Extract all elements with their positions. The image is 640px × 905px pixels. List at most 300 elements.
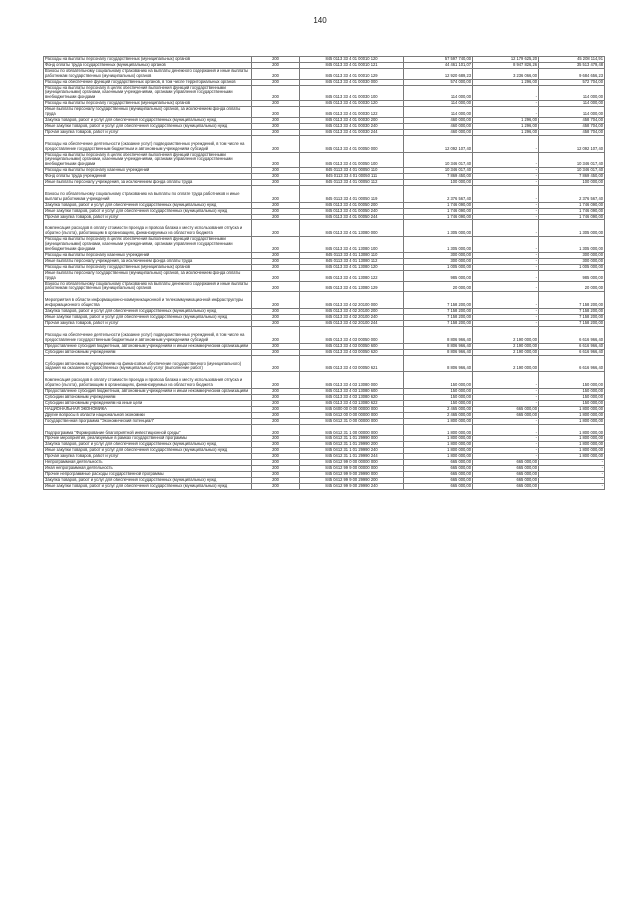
- budget-classification-code: 845 0113 33 4 01 00050 119: [300, 185, 404, 202]
- budget-classification-code: 845 0113 33 4 01 00050 240: [300, 208, 404, 214]
- table-body: [44, 57, 605, 490]
- budget-classification-code: 845 0113 33 4 01 00010 129: [300, 68, 404, 79]
- executed-amount: -: [473, 135, 539, 152]
- unexecuted-amount: -: [539, 477, 605, 483]
- executed-amount: -: [473, 442, 539, 448]
- budget-classification-code: 845 0113 33 4 02 20100 200: [300, 309, 404, 315]
- executed-amount: -: [473, 389, 539, 395]
- line-code: 200: [252, 237, 300, 253]
- line-item-name: Прочие непрограммные расходы государственной программы: [44, 471, 252, 477]
- executed-amount: -: [473, 454, 539, 460]
- budget-classification-code: 845 0113 33 4 01 00030 122: [300, 107, 404, 118]
- line-item-name: Расходы на выплаты персоналу государственных (муниципальных) органов: [44, 264, 252, 270]
- executed-amount: -: [473, 202, 539, 208]
- executed-amount: 3 236 066,00: [473, 68, 539, 79]
- budget-classification-code: 845 0113 33 4 03 00050 000: [300, 326, 404, 343]
- approved-amount: 8 806 966,40: [404, 326, 473, 343]
- line-item-name: Фонд оплаты труда государственных (муниципальных) органов: [44, 62, 252, 68]
- budget-classification-code: 845 0113 33 4 01 13080 112: [300, 258, 404, 264]
- line-code: 200: [252, 62, 300, 68]
- executed-amount: -: [473, 281, 539, 292]
- budget-classification-code: 845 0113 33 4 03 00050 600: [300, 343, 404, 349]
- budget-classification-code: 845 0113 33 4 01 00030 000: [300, 79, 404, 85]
- line-item-name: Прочие мероприятия, реализуемые в рамках государственной программы: [44, 436, 252, 442]
- unexecuted-amount: 7 158 200,00: [539, 292, 605, 309]
- line-item-name: Иные выплаты персоналу государственных (муниципальных) органов, за исключением фонда оплаты труда: [44, 270, 252, 281]
- approved-amount: 1 305 000,00: [404, 237, 473, 253]
- executed-amount: -: [473, 185, 539, 202]
- line-code: 200: [252, 406, 300, 412]
- unexecuted-amount: -: [539, 460, 605, 466]
- budget-classification-code: 845 0113 33 4 01 00030 100: [300, 85, 404, 101]
- approved-amount: 300 000,00: [404, 253, 473, 259]
- executed-amount: -: [473, 152, 539, 168]
- line-item-name: Мероприятия в области информационно-коммуникационной и телекоммуникационной инфраструктуры информационного общества: [44, 292, 252, 309]
- executed-amount: -: [473, 372, 539, 389]
- approved-amount: 1 005 000,00: [404, 264, 473, 270]
- unexecuted-amount: 114 000,00: [539, 101, 605, 107]
- approved-amount: 460 000,00: [404, 123, 473, 129]
- approved-amount: 114 000,00: [404, 101, 473, 107]
- approved-amount: 1 746 090,00: [404, 208, 473, 214]
- line-code: 200: [252, 270, 300, 281]
- approved-amount: 57 597 740,00: [404, 57, 473, 63]
- unexecuted-amount: 150 000,00: [539, 400, 605, 406]
- approved-amount: 2 465 000,00: [404, 406, 473, 412]
- budget-classification-code: 845 0113 33 4 01 00050 200: [300, 202, 404, 208]
- executed-amount: 12 179 625,20: [473, 57, 539, 63]
- approved-amount: 7 158 200,00: [404, 309, 473, 315]
- line-code: 200: [252, 152, 300, 168]
- executed-amount: -: [473, 270, 539, 281]
- table-row: [44, 220, 605, 237]
- unexecuted-amount: 1 800 000,00: [539, 412, 605, 418]
- table-row: [44, 292, 605, 309]
- budget-classification-code: 845 0113 33 4 01 00030 120: [300, 101, 404, 107]
- budget-classification-code: 845 0113 33 4 01 00050 110: [300, 168, 404, 174]
- unexecuted-amount: 1 800 000,00: [539, 424, 605, 436]
- table-row: [44, 152, 605, 168]
- approved-amount: 665 000,00: [404, 471, 473, 477]
- line-item-name: Иные закупки товаров, работ и услуг для обеспечения государственных (муниципальных) нужд: [44, 123, 252, 129]
- unexecuted-amount: 10 346 017,40: [539, 152, 605, 168]
- executed-amount: 2 190 000,00: [473, 343, 539, 349]
- approved-amount: 10 346 017,40: [404, 168, 473, 174]
- budget-classification-code: 845 0412 99 0 00 00000 000: [300, 460, 404, 466]
- line-item-name: Иная непрограммная деятельность: [44, 466, 252, 472]
- unexecuted-amount: -: [539, 466, 605, 472]
- unexecuted-amount: 300 000,00: [539, 253, 605, 259]
- table-row: [44, 326, 605, 343]
- approved-amount: 7 158 200,00: [404, 315, 473, 321]
- unexecuted-amount: 1 800 000,00: [539, 436, 605, 442]
- approved-amount: 460 000,00: [404, 129, 473, 135]
- budget-classification-code: 845 0113 33 4 01 00050 000: [300, 135, 404, 152]
- approved-amount: 1 746 090,00: [404, 202, 473, 208]
- unexecuted-amount: 985 000,00: [539, 270, 605, 281]
- line-code: 200: [252, 442, 300, 448]
- line-item-name: Расходы на выплаты персоналу казенных учреждений: [44, 253, 252, 259]
- unexecuted-amount: 1 800 000,00: [539, 442, 605, 448]
- budget-classification-code: 845 0113 33 4 01 00030 200: [300, 117, 404, 123]
- approved-amount: 20 000,00: [404, 281, 473, 292]
- budget-classification-code: 845 0113 33 4 01 13080 122: [300, 270, 404, 281]
- executed-amount: -: [473, 264, 539, 270]
- line-code: 200: [252, 208, 300, 214]
- executed-amount: 2 190 000,00: [473, 355, 539, 372]
- line-item-name: Субсидии автономным учреждениям на финансовое обеспечение государственного (муниципального) задания на оказание государственных (муниципальных) услуг (выполнение работ): [44, 355, 252, 372]
- table-row: [44, 372, 605, 389]
- executed-amount: -: [473, 292, 539, 309]
- executed-amount: 1 296,00: [473, 79, 539, 85]
- line-item-name: Расходы на выплаты персоналу государственных (муниципальных) органов: [44, 57, 252, 63]
- table-row: [44, 85, 605, 101]
- budget-classification-code: 845 0113 33 4 03 00050 620: [300, 349, 404, 355]
- executed-amount: 665 000,00: [473, 483, 539, 489]
- line-code: 200: [252, 424, 300, 436]
- budget-classification-code: 845 0412 31 1 01 29990 244: [300, 454, 404, 460]
- table-row: [44, 281, 605, 292]
- budget-classification-code: 845 0412 99 9 00 00000 000: [300, 466, 404, 472]
- unexecuted-amount: 6 616 966,40: [539, 355, 605, 372]
- budget-table: [43, 56, 605, 490]
- budget-classification-code: 845 0113 33 4 01 00030 240: [300, 123, 404, 129]
- budget-classification-code: 845 0113 33 4 01 00030 244: [300, 129, 404, 135]
- executed-amount: 665 000,00: [473, 466, 539, 472]
- unexecuted-amount: 458 704,00: [539, 123, 605, 129]
- line-item-name: Субсидии автономным учреждениям на иные цели: [44, 400, 252, 406]
- line-item-name: НАЦИОНАЛЬНАЯ ЭКОНОМИКА: [44, 406, 252, 412]
- line-item-name: Расходы на выплаты персоналу в целях обеспечения выполнения функций государственными (муниципальными) органами, казенными учреждениями, органами управления государственными внебюджетными фондами: [44, 152, 252, 168]
- line-item-name: Взносы по обязательному социальному страхованию на выплаты по оплате труда работников и иные выплаты работникам учреждений: [44, 185, 252, 202]
- line-code: 200: [252, 343, 300, 349]
- line-code: 200: [252, 349, 300, 355]
- line-item-name: Компенсация расходов в оплату стоимости проезда и провоза багажа к месту использования отпуска и обратно (льгота), работающим в организациях, финансируемых из областного бюджета: [44, 220, 252, 237]
- line-code: 200: [252, 258, 300, 264]
- approved-amount: 44 461 101,07: [404, 62, 473, 68]
- executed-amount: -: [473, 395, 539, 401]
- unexecuted-amount: 1 800 000,00: [539, 448, 605, 454]
- unexecuted-amount: 6 616 966,40: [539, 326, 605, 343]
- budget-classification-code: 845 0113 33 4 01 00050 244: [300, 214, 404, 220]
- table-row: [44, 483, 605, 489]
- executed-amount: -: [473, 85, 539, 101]
- budget-classification-code: 845 0412 99 9 00 29990 240: [300, 483, 404, 489]
- line-item-name: Компенсация расходов в оплату стоимости проезда и провоза багажа к месту использования отпуска и обратно (льгота), работающим в организациях, финансируемых из областного бюджета: [44, 372, 252, 389]
- line-code: 200: [252, 326, 300, 343]
- budget-classification-code: 845 0113 33 4 01 00010 121: [300, 62, 404, 68]
- line-item-name: Взносы по обязательному социальному страхованию на выплаты денежного содержания и иные выплаты работникам государственных (муниципальных) органов: [44, 68, 252, 79]
- budget-classification-code: 845 0113 33 4 02 20100 244: [300, 320, 404, 326]
- approved-amount: 10 346 017,40: [404, 152, 473, 168]
- line-code: 200: [252, 418, 300, 424]
- line-code: 200: [252, 123, 300, 129]
- unexecuted-amount: 10 346 017,40: [539, 168, 605, 174]
- line-code: 200: [252, 477, 300, 483]
- budget-classification-code: 845 0412 31 1 01 29990 000: [300, 436, 404, 442]
- executed-amount: -: [473, 208, 539, 214]
- executed-amount: 1 296,00: [473, 117, 539, 123]
- budget-classification-code: 845 0412 31 1 01 29990 240: [300, 448, 404, 454]
- approved-amount: 1 800 000,00: [404, 436, 473, 442]
- unexecuted-amount: 300 000,00: [539, 258, 605, 264]
- executed-amount: 8 947 826,26: [473, 62, 539, 68]
- approved-amount: 7 869 450,00: [404, 174, 473, 180]
- line-item-name: Взносы по обязательному социальному страхованию на выплаты денежного содержания и иные выплаты работникам государственных (муниципальных) органов: [44, 281, 252, 292]
- line-item-name: Иные выплаты персоналу учреждений, за исключением фонда оплаты труда: [44, 180, 252, 186]
- unexecuted-amount: 35 513 479,48: [539, 62, 605, 68]
- unexecuted-amount: 6 616 966,40: [539, 343, 605, 349]
- line-code: 200: [252, 174, 300, 180]
- executed-amount: -: [473, 174, 539, 180]
- line-item-name: Иные закупки товаров, работ и услуг для обеспечения государственных (муниципальных) нужд: [44, 315, 252, 321]
- executed-amount: -: [473, 418, 539, 424]
- executed-amount: -: [473, 253, 539, 259]
- unexecuted-amount: 458 704,00: [539, 129, 605, 135]
- approved-amount: 1 746 090,00: [404, 214, 473, 220]
- line-code: 200: [252, 372, 300, 389]
- line-item-name: Расходы на обеспечение деятельности (оказание услуг) подведомственных учреждений, в том числе на предоставление государственным бюджетным и автономным учреждениям субсидий: [44, 135, 252, 152]
- line-code: 200: [252, 460, 300, 466]
- line-code: 200: [252, 466, 300, 472]
- approved-amount: 985 000,00: [404, 270, 473, 281]
- table-row: [44, 185, 605, 202]
- executed-amount: 665 000,00: [473, 406, 539, 412]
- unexecuted-amount: 1 800 000,00: [539, 454, 605, 460]
- unexecuted-amount: 7 158 200,00: [539, 309, 605, 315]
- executed-amount: 665 000,00: [473, 460, 539, 466]
- unexecuted-amount: 150 000,00: [539, 372, 605, 389]
- approved-amount: 1 305 000,00: [404, 220, 473, 237]
- line-code: 200: [252, 68, 300, 79]
- budget-classification-code: 845 0113 33 4 01 00050 112: [300, 180, 404, 186]
- budget-classification-code: 845 0113 33 4 01 00010 120: [300, 57, 404, 63]
- line-item-name: Расходы на обеспечение деятельности (оказание услуг) подведомственных учреждений, в том числе на предоставление государственным бюджетным и автономным учреждениям субсидий: [44, 326, 252, 343]
- line-item-name: Закупка товаров, работ и услуг для обеспечения государственных (муниципальных) нужд: [44, 202, 252, 208]
- approved-amount: 1 800 000,00: [404, 448, 473, 454]
- approved-amount: 150 000,00: [404, 400, 473, 406]
- executed-amount: 1 296,00: [473, 129, 539, 135]
- table-row: [44, 107, 605, 118]
- line-item-name: Закупка товаров, работ и услуг для обеспечения государственных (муниципальных) нужд: [44, 309, 252, 315]
- unexecuted-amount: 6 616 966,40: [539, 349, 605, 355]
- approved-amount: 7 158 200,00: [404, 320, 473, 326]
- line-code: 200: [252, 129, 300, 135]
- unexecuted-amount: 7 869 450,00: [539, 174, 605, 180]
- line-code: 200: [252, 117, 300, 123]
- line-code: 200: [252, 79, 300, 85]
- line-item-name: Прочая закупка товаров, работ и услуг: [44, 454, 252, 460]
- line-code: 200: [252, 483, 300, 489]
- line-code: 200: [252, 320, 300, 326]
- approved-amount: 2 465 000,00: [404, 412, 473, 418]
- line-code: 200: [252, 253, 300, 259]
- line-code: 200: [252, 389, 300, 395]
- budget-classification-code: 845 0400 00 0 00 00000 000: [300, 406, 404, 412]
- budget-classification-code: 845 0113 33 4 02 20100 240: [300, 315, 404, 321]
- budget-classification-code: 845 0113 33 4 01 13080 100: [300, 237, 404, 253]
- budget-classification-code: 845 0412 99 9 00 29990 200: [300, 477, 404, 483]
- approved-amount: 574 000,00: [404, 79, 473, 85]
- approved-amount: 7 158 200,00: [404, 292, 473, 309]
- line-code: 200: [252, 292, 300, 309]
- line-item-name: Иные закупки товаров, работ и услуг для обеспечения государственных (муниципальных) нужд: [44, 483, 252, 489]
- line-item-name: Субсидии автономным учреждениям: [44, 395, 252, 401]
- page-number: 140: [313, 16, 327, 25]
- executed-amount: -: [473, 101, 539, 107]
- budget-classification-code: 845 0113 33 4 03 13080 620: [300, 395, 404, 401]
- line-code: 200: [252, 168, 300, 174]
- line-code: 200: [252, 107, 300, 118]
- line-code: 200: [252, 57, 300, 63]
- budget-classification-code: 845 0113 33 4 03 13080 600: [300, 389, 404, 395]
- line-item-name: Фонд оплаты труда учреждений: [44, 174, 252, 180]
- line-item-name: Другие вопросы в области национальной экономики: [44, 412, 252, 418]
- unexecuted-amount: 2 376 567,40: [539, 185, 605, 202]
- executed-amount: 665 000,00: [473, 412, 539, 418]
- approved-amount: 665 000,00: [404, 466, 473, 472]
- budget-classification-code: 845 0412 31 1 00 00000 000: [300, 424, 404, 436]
- line-code: 200: [252, 454, 300, 460]
- executed-amount: -: [473, 448, 539, 454]
- unexecuted-amount: 150 000,00: [539, 395, 605, 401]
- line-code: 200: [252, 180, 300, 186]
- line-item-name: Непрограммная деятельность: [44, 460, 252, 466]
- line-item-name: Предоставление субсидий бюджетным, автономным учреждениям и иным некоммерческим организациям: [44, 389, 252, 395]
- line-code: 200: [252, 400, 300, 406]
- unexecuted-amount: 7 158 200,00: [539, 315, 605, 321]
- approved-amount: 1 800 000,00: [404, 442, 473, 448]
- budget-classification-code: 845 0113 33 4 02 20100 000: [300, 292, 404, 309]
- line-code: 200: [252, 471, 300, 477]
- unexecuted-amount: 114 000,00: [539, 85, 605, 101]
- approved-amount: 8 806 966,40: [404, 349, 473, 355]
- approved-amount: 460 000,00: [404, 117, 473, 123]
- unexecuted-amount: 7 158 200,00: [539, 320, 605, 326]
- line-code: 200: [252, 85, 300, 101]
- line-code: 200: [252, 395, 300, 401]
- approved-amount: 1 800 000,00: [404, 418, 473, 424]
- budget-classification-code: 845 0412 31 0 00 00000 000: [300, 418, 404, 424]
- line-item-name: Иные выплаты персоналу учреждений, за исключением фонда оплаты труда: [44, 258, 252, 264]
- line-item-name: Расходы на выплаты персоналу в целях обеспечения выполнения функций государственными (муниципальными) органами, казенными учреждениями, органами управления государственными внебюджетными фондами: [44, 85, 252, 101]
- line-item-name: Подпрограмма "Формирование благоприятной инвестиционной среды": [44, 424, 252, 436]
- unexecuted-amount: 20 000,00: [539, 281, 605, 292]
- unexecuted-amount: -: [539, 483, 605, 489]
- approved-amount: 114 000,00: [404, 85, 473, 101]
- approved-amount: 12 920 689,23: [404, 68, 473, 79]
- line-code: 200: [252, 412, 300, 418]
- executed-amount: -: [473, 309, 539, 315]
- line-code: 200: [252, 101, 300, 107]
- approved-amount: 150 000,00: [404, 372, 473, 389]
- budget-classification-code: 845 0113 33 4 01 13080 129: [300, 281, 404, 292]
- approved-amount: 150 000,00: [404, 395, 473, 401]
- line-item-name: Прочая закупка товаров, работ и услуг: [44, 214, 252, 220]
- line-item-name: Расходы на выплаты персоналу в целях обеспечения выполнения функций государственными (муниципальными) органами, казенными учреждениями, органами управления государственными внебюджетными фондами: [44, 237, 252, 253]
- line-item-name: Предоставление субсидий бюджетным, автономным учреждениям и иным некоммерческим организациям: [44, 343, 252, 349]
- line-item-name: Иные закупки товаров, работ и услуг для обеспечения государственных (муниципальных) нужд: [44, 448, 252, 454]
- executed-amount: -: [473, 424, 539, 436]
- line-code: 200: [252, 135, 300, 152]
- approved-amount: 8 806 966,40: [404, 343, 473, 349]
- unexecuted-amount: 1 305 000,00: [539, 220, 605, 237]
- line-item-name: Иные закупки товаров, работ и услуг для обеспечения государственных (муниципальных) нужд: [44, 208, 252, 214]
- approved-amount: 300 000,00: [404, 258, 473, 264]
- line-code: 200: [252, 202, 300, 208]
- approved-amount: 665 000,00: [404, 483, 473, 489]
- budget-classification-code: 845 0113 33 4 01 00050 111: [300, 174, 404, 180]
- approved-amount: 1 800 000,00: [404, 424, 473, 436]
- unexecuted-amount: 572 704,00: [539, 79, 605, 85]
- executed-amount: -: [473, 237, 539, 253]
- approved-amount: 1 800 000,00: [404, 454, 473, 460]
- executed-amount: -: [473, 220, 539, 237]
- line-code: 200: [252, 355, 300, 372]
- approved-amount: 100 000,00: [404, 180, 473, 186]
- table-row: [44, 355, 605, 372]
- line-item-name: Расходы на выплаты персоналу государственных (муниципальных) органов: [44, 101, 252, 107]
- approved-amount: 2 376 567,40: [404, 185, 473, 202]
- line-item-name: Расходы на выплаты персоналу казенных учреждений: [44, 168, 252, 174]
- line-item-name: Расходы на обеспечение функций государственных органов, в том числе территориальных органов: [44, 79, 252, 85]
- budget-classification-code: 845 0113 33 4 01 13080 120: [300, 264, 404, 270]
- table-row: [44, 270, 605, 281]
- line-code: 200: [252, 264, 300, 270]
- unexecuted-amount: 1 800 000,00: [539, 406, 605, 412]
- budget-classification-code: 845 0412 00 0 00 00000 000: [300, 412, 404, 418]
- unexecuted-amount: 1 746 090,00: [539, 202, 605, 208]
- line-item-name: Иные выплаты персоналу государственных (муниципальных) органов, за исключением фонда оплаты труда: [44, 107, 252, 118]
- executed-amount: -: [473, 214, 539, 220]
- table-row: [44, 237, 605, 253]
- executed-amount: -: [473, 400, 539, 406]
- unexecuted-amount: 1 305 000,00: [539, 237, 605, 253]
- approved-amount: 114 000,00: [404, 107, 473, 118]
- budget-classification-code: 845 0412 99 9 00 29990 000: [300, 471, 404, 477]
- executed-amount: -: [473, 436, 539, 442]
- budget-classification-code: 845 0113 33 4 03 13080 000: [300, 372, 404, 389]
- approved-amount: 665 000,00: [404, 477, 473, 483]
- unexecuted-amount: 458 704,00: [539, 117, 605, 123]
- budget-classification-code: 845 0113 33 4 03 13080 622: [300, 400, 404, 406]
- line-item-name: Прочая закупка товаров, работ и услуг: [44, 129, 252, 135]
- approved-amount: 12 092 107,40: [404, 135, 473, 152]
- line-code: 200: [252, 220, 300, 237]
- unexecuted-amount: 9 684 656,23: [539, 68, 605, 79]
- table-row: [44, 135, 605, 152]
- executed-amount: 2 190 000,00: [473, 349, 539, 355]
- table-row: [44, 424, 605, 436]
- budget-classification-code: 845 0113 33 4 01 13080 110: [300, 253, 404, 259]
- line-code: 200: [252, 436, 300, 442]
- executed-amount: -: [473, 258, 539, 264]
- executed-amount: -: [473, 315, 539, 321]
- unexecuted-amount: 150 000,00: [539, 389, 605, 395]
- line-item-name: Прочая закупка товаров, работ и услуг: [44, 320, 252, 326]
- line-code: 200: [252, 281, 300, 292]
- executed-amount: 665 000,00: [473, 477, 539, 483]
- line-item-name: Субсидии автономным учреждениям: [44, 349, 252, 355]
- executed-amount: 665 000,00: [473, 471, 539, 477]
- approved-amount: 150 000,00: [404, 389, 473, 395]
- table-row: [44, 68, 605, 79]
- executed-amount: 1 296,00: [473, 123, 539, 129]
- unexecuted-amount: 100 000,00: [539, 180, 605, 186]
- executed-amount: 2 190 000,00: [473, 326, 539, 343]
- budget-classification-code: 845 0113 33 4 01 00050 100: [300, 152, 404, 168]
- executed-amount: -: [473, 320, 539, 326]
